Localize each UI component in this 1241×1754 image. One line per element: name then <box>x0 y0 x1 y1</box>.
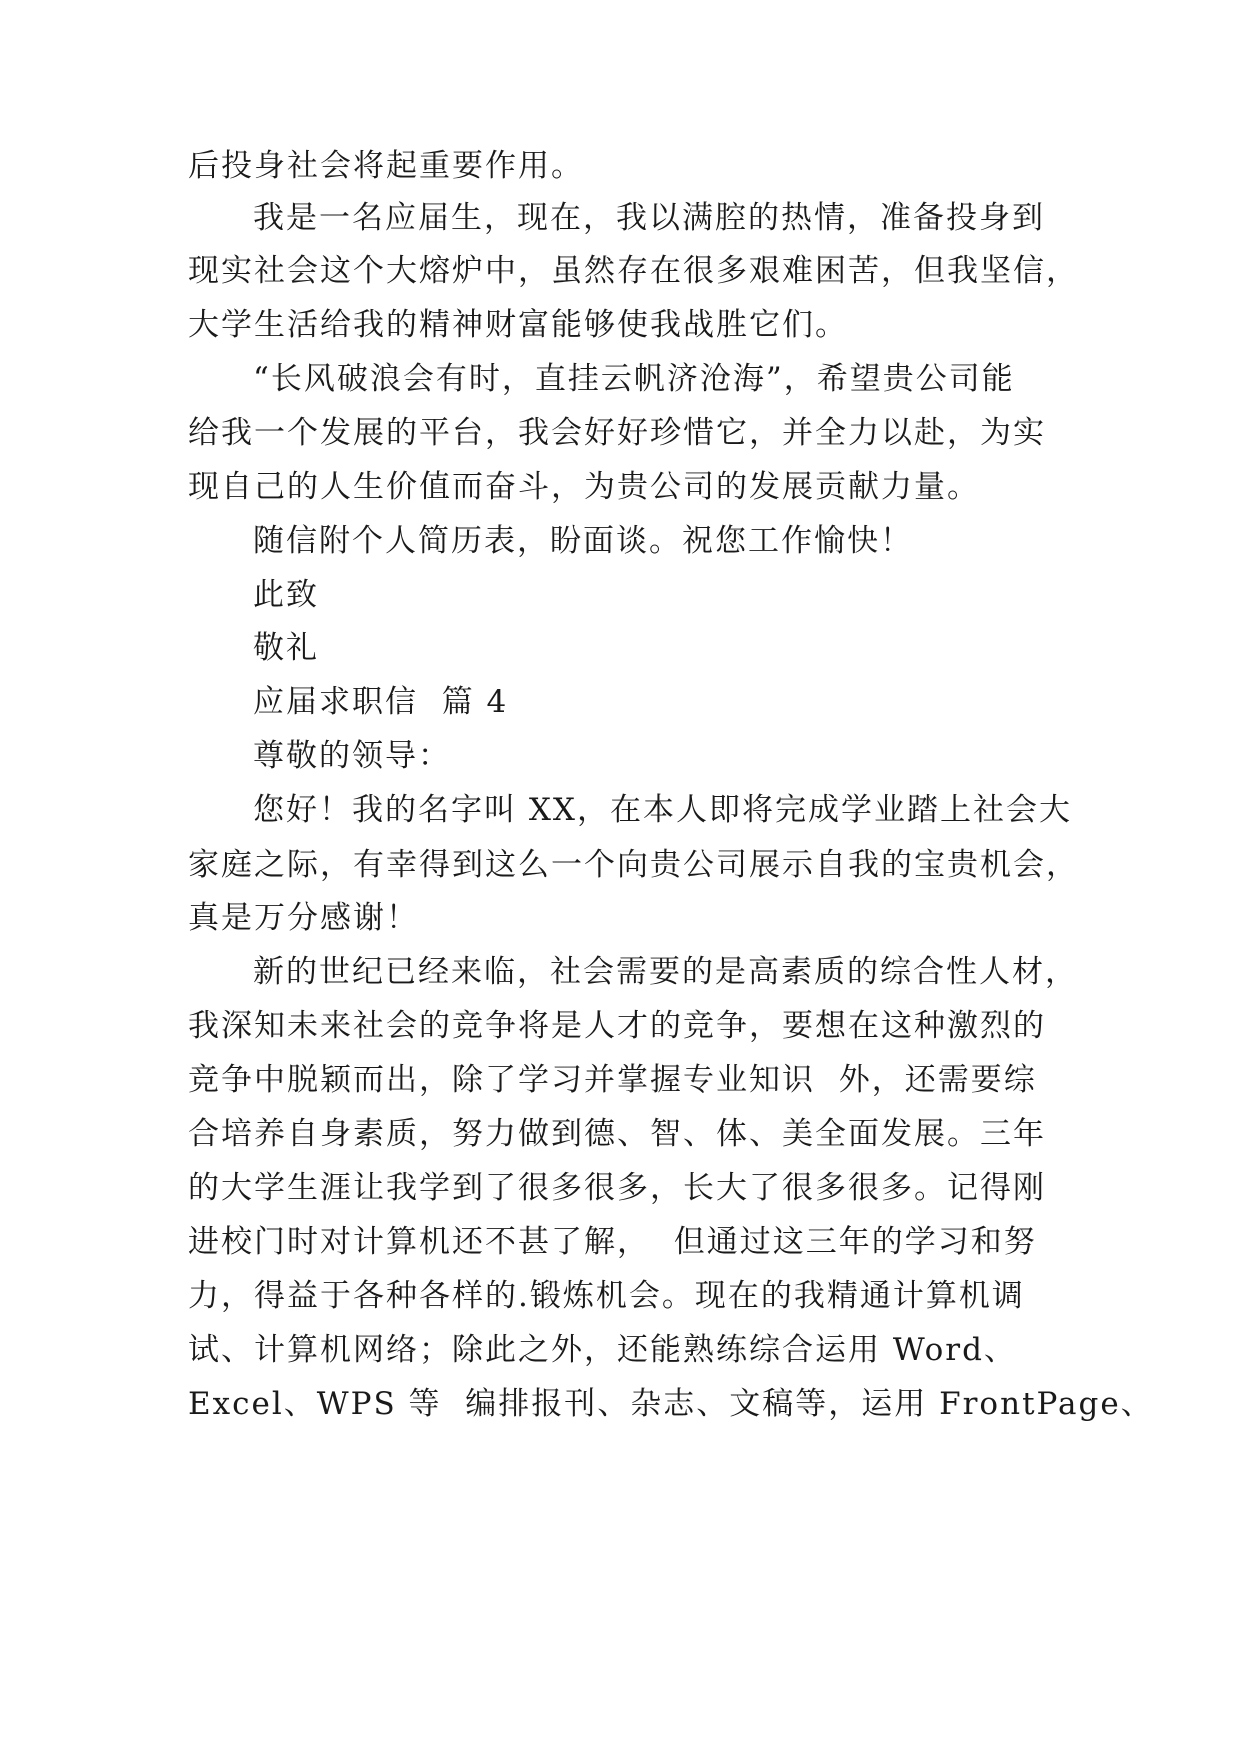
text-line: “长风破浪会有时，直挂云帆济沧海”，希望贵公司能 <box>253 361 1015 397</box>
text-line: 的大学生涯让我学到了很多很多，长大了很多很多。记得刚 <box>188 1170 1046 1206</box>
text-line: 试、计算机网络；除此之外，还能熟练综合运用 Word、 <box>188 1332 1017 1368</box>
text-line: Excel、WPS 等 编排报刊、杂志、文稿等，运用 FrontPage、 <box>188 1386 1154 1422</box>
text-line: 现实社会这个大熔炉中，虽然存在很多艰难困苦，但我坚信， <box>188 253 1079 289</box>
text-line: 家庭之际，有幸得到这么一个向贵公司展示自我的宝贵机会， <box>188 847 1079 883</box>
closing-salutation: 此致 <box>253 577 319 613</box>
text-line: 您好！我的名字叫 XX，在本人即将完成学业踏上社会大 <box>253 792 1072 828</box>
text-line: 力，得益于各种各样的.锻炼机会。现在的我精通计算机调 <box>188 1278 1025 1314</box>
text-line: 竞争中脱颖而出，除了学习并掌握专业知识 外，还需要综 <box>188 1062 1037 1098</box>
text-line: 现自己的人生价值而奋斗，为贵公司的发展贡献力量。 <box>188 469 980 505</box>
text-line: 进校门时对计算机还不甚了解， 但通过这三年的学习和努 <box>188 1224 1037 1260</box>
text-line: 新的世纪已经来临，社会需要的是高素质的综合性人材， <box>253 954 1078 990</box>
text-line: 给我一个发展的平台，我会好好珍惜它，并全力以赴，为实 <box>188 415 1046 451</box>
text-line: 大学生活给我的精神财富能够使我战胜它们。 <box>188 307 848 343</box>
text-line: 随信附个人简历表，盼面谈。祝您工作愉快！ <box>253 523 913 559</box>
closing-regards: 敬礼 <box>253 630 319 666</box>
text-line: 我深知未来社会的竞争将是人才的竞争，要想在这种激烈的 <box>188 1008 1046 1044</box>
text-line: 我是一名应届生，现在，我以满腔的热情，准备投身到 <box>253 200 1045 236</box>
greeting: 尊敬的领导： <box>253 738 451 774</box>
section-heading: 应届求职信 篇 4 <box>253 684 509 720</box>
text-line: 后投身社会将起重要作用。 <box>188 148 584 184</box>
text-line: 合培养自身素质，努力做到德、智、体、美全面发展。三年 <box>188 1116 1046 1152</box>
text-line: 真是万分感谢！ <box>188 900 419 936</box>
